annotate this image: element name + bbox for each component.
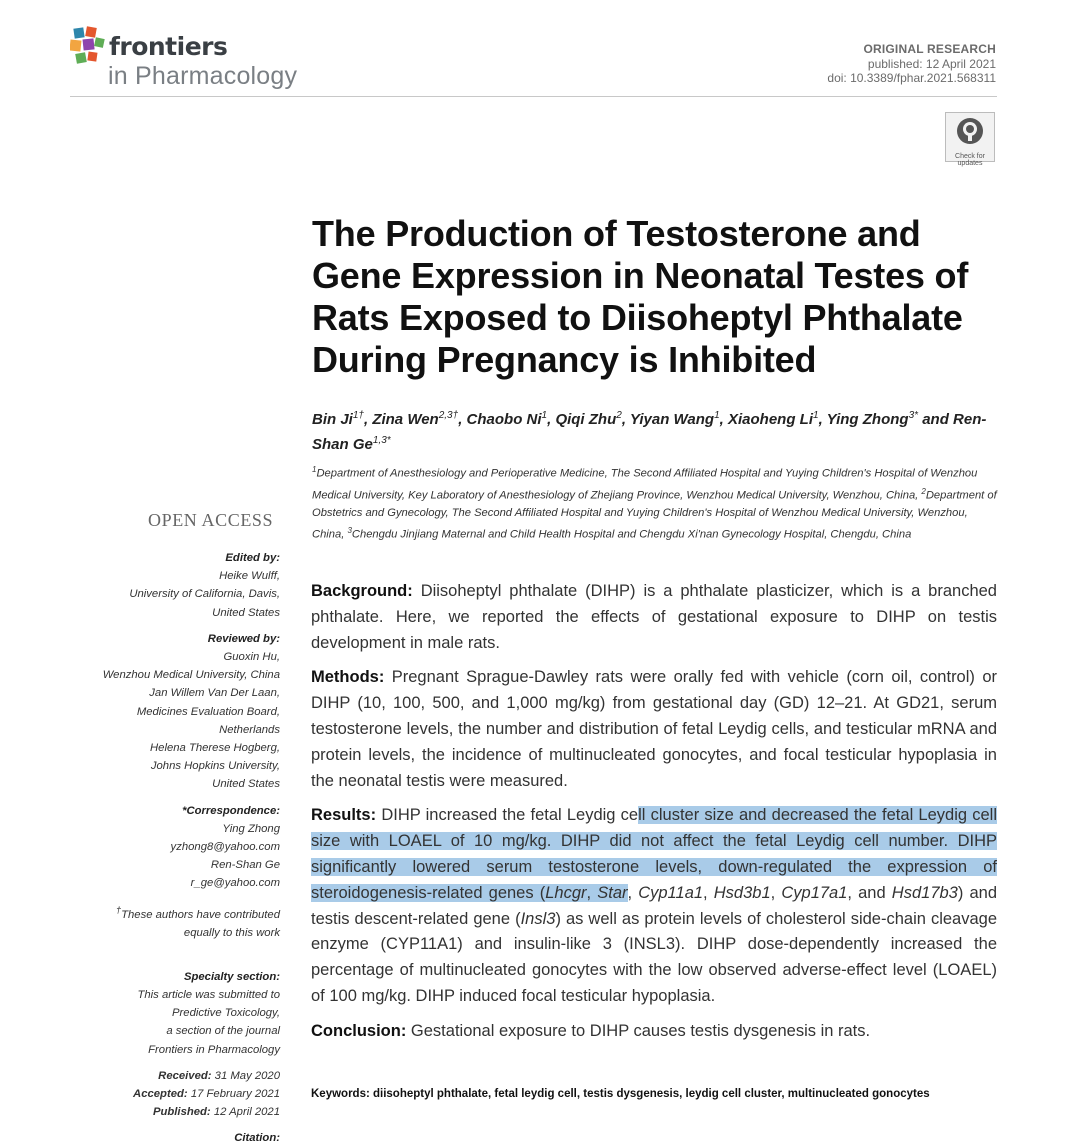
dates-block: [70, 1067, 280, 1122]
abstract-results: [311, 803, 997, 1009]
results-text: ) as well as protein levels of cholesterol side-chain cleavage enzyme (CYP11A1) and insulin-like 3 (INSL3). DIHP dose-dependently increased the percentage of multinucleated gonocytes with the low observed adverse-effect level (LOAEL) of 100 mg/kg. DIHP induced focal testicular hypoplasia.: [311, 909, 998, 1005]
author-sup: 3*: [908, 410, 919, 421]
reviewer-line[interactable]: Jan Willem Van Der Laan,: [149, 687, 280, 700]
gene-name: Hsd3b1: [713, 883, 771, 902]
author-sup: 2,3†: [438, 410, 459, 421]
specialty-line: a section of the journal: [166, 1025, 280, 1038]
abstract-methods: [311, 665, 997, 794]
methods-label: Methods:: [311, 668, 385, 687]
published-label: Published:: [152, 1106, 211, 1119]
editor-line: United States: [212, 606, 280, 619]
specialty-line: Frontiers in Pharmacology: [148, 1043, 280, 1056]
author[interactable]: Ren-Shan Ge: [312, 411, 987, 453]
author[interactable]: Yiyan Wang: [629, 411, 715, 428]
accepted-date: 17 February 2021: [190, 1088, 280, 1101]
author-list: Bin $Ji^{1\dagger}$, Zina Wen$^{2,3\dagger}$, Chaobo Ni$^1$, Qiqi Zhu$^2$, Yiyan Wang$^1$, Xiaoheng Li$^1$, Ying Zhong$^{3*}$ and Ren-Shan $Ge^{1,3*}$: [312, 410, 987, 453]
background-label: Background:: [311, 582, 413, 600]
separator: ,: [703, 883, 714, 902]
reviewer-line[interactable]: Guoxin Hu,: [223, 651, 280, 664]
results-text: ) and testis descent-related gene (: [311, 883, 998, 928]
received-label: Received:: [158, 1069, 212, 1082]
reviewer-line: United States: [212, 778, 280, 791]
author[interactable]: Ying Zhong: [826, 411, 909, 428]
correspondence-email[interactable]: yzhong8@yahoo.com: [170, 841, 280, 854]
article-type: ORIGINAL RESEARCH: [863, 42, 996, 56]
keywords-text: diisoheptyl phthalate, fetal leydig cell, testis dysgenesis, leydig cell cluster, multinucleated gonocytes: [373, 1088, 930, 1100]
frontiers-logo-icon: [70, 26, 106, 66]
citation-label: Citation:: [234, 1132, 280, 1145]
received-date: 31 May 2020: [214, 1069, 280, 1082]
author-sup: 1: [813, 410, 819, 421]
conclusion-text: Gestational exposure to DIHP causes testis dysgenesis in rats.: [410, 1021, 871, 1040]
editor-line[interactable]: Heike Wulff,: [219, 570, 280, 583]
separator: ,: [586, 883, 598, 902]
reviewed-by-label: Reviewed by:: [207, 632, 280, 645]
journal-brand: frontiers: [109, 32, 228, 61]
affiliation-3: Chengdu Jinjiang Maternal and Child Health Hospital and Chengdu Xi'nan Gynecology Hospital, Chengdu, China: [351, 529, 912, 542]
gene-name: Lhcgr: [545, 883, 587, 902]
keywords-label: Keywords:: [311, 1088, 370, 1100]
correspondence-name: Ying Zhong: [222, 822, 280, 835]
affiliations: $^1$Department of Anesthesiology and Perioperative Medicine, The Second Affiliated Hospital and Yuying Children's Hospital of Wenzhou Medical University, Key Laboratory of Anesthesiology of Zhejiang Province, Wenzhou Medical University, Wenzhou, China, $^2$Department of Obstetrics and Gynecology, The Second Affiliated Hospital and Yuying Children's Hospital of Wenzhou Medical University, Wenzhou, China, $^3$Chengdu Jinjiang Maternal and Child Health Hospital and Chengdu Xi'nan Gynecology Hospital, Chengdu, China: [312, 465, 997, 542]
accepted-line: [70, 1085, 280, 1103]
editor-line: University of California, Davis,: [129, 588, 280, 601]
reviewer-line: Wenzhou Medical University, China: [102, 669, 280, 682]
received-line: [70, 1067, 280, 1085]
author-sup: 1: [541, 410, 548, 421]
conclusion-label: Conclusion:: [311, 1021, 407, 1040]
check-badge-label: Check for updates: [955, 153, 985, 167]
published-date: published: 12 April 2021: [867, 56, 996, 71]
contribution-note: †These authors have contributed equally to this work: [115, 903, 280, 939]
background-text: Diisoheptyl phthalate (DIHP) is a phthalate plasticizer, which is a branched phthalate. Here, we reported the effects of gestational exposure to DIHP on testis development in male rats.: [311, 582, 997, 652]
author-sup: 1,3*: [372, 435, 391, 446]
crossmark-icon: [955, 116, 985, 146]
author[interactable]: Zina Wen: [372, 411, 439, 428]
reviewer-line: Medicines Evaluation Board,: [136, 705, 280, 718]
author-sup: 2: [616, 410, 622, 421]
correspondence-email[interactable]: r_ge@yahoo.com: [190, 877, 280, 890]
results-highlighted-text: ll cluster size and decreased the fetal Leydig cell size with LOAEL of 10 mg/kg. DIHP did not affect the fetal Leydig cell number. DIHP significantly lowered serum testosterone levels, down-regulated the expression of steroidogenesis-related genes (: [311, 806, 997, 902]
reviewed-by-block: [70, 630, 280, 794]
open-access-label: OPEN ACCESS: [148, 510, 274, 530]
correspondence-block: [70, 802, 280, 893]
contribution-note-text: These authors have contributed equally to this work: [121, 908, 280, 939]
published-sidebar-date: 12 April 2021: [213, 1106, 280, 1119]
specialty-block: [70, 968, 280, 1059]
gene-name: Insl3: [520, 909, 556, 928]
separator: , and: [847, 883, 892, 902]
gene-name: Star: [597, 883, 628, 902]
author[interactable]: Xiaoheng Li: [728, 411, 814, 428]
reviewer-line: Netherlands: [219, 723, 280, 736]
abstract-conclusion: [311, 1019, 997, 1045]
check-for-updates-button[interactable]: [945, 112, 995, 167]
gene-name: Cyp17a1: [781, 883, 848, 902]
edited-by-label: Edited by:: [225, 552, 280, 564]
correspondence-label: *Correspondence:: [182, 804, 280, 817]
author-sup: 1: [714, 410, 720, 421]
gene-name: Cyp11a1: [638, 883, 704, 902]
author[interactable]: Qiqi Zhu: [555, 411, 617, 428]
gene-name: Hsd17b3: [891, 883, 958, 902]
author[interactable]: Bin Ji: [312, 411, 353, 428]
published-line: [70, 1103, 280, 1121]
affiliation-2: Department of Obstetrics and Gynecology, The Second Affiliated Hospital and Yuying Children's Hospital of Wenzhou Medical University, Wenzhou, China,: [312, 489, 997, 542]
journal-name: in Pharmacology: [108, 62, 298, 90]
sidebar-info: [70, 549, 280, 1148]
header-divider: [70, 96, 997, 97]
article-title: The Production of Testosterone and Gene Expression in Neonatal Testes of Rats Exposed to Diisoheptyl Phthalate During Pregnancy is Inhibited: [312, 213, 969, 380]
affiliation-1: Department of Anesthesiology and Perioperative Medicine, The Second Affiliated Hospital and Yuying Children's Hospital of Wenzhou Medical University, Key Laboratory of Anesthesiology of Zhejiang Province, Wenzhou Medical University, Wenzhou, China,: [312, 467, 978, 502]
abstract: [311, 579, 997, 1054]
edited-by-block: [70, 549, 280, 622]
results-text: DIHP increased the fetal Leydig ce: [381, 806, 639, 825]
accepted-label: Accepted:: [133, 1088, 188, 1101]
doi-link[interactable]: doi: 10.3389/fphar.2021.568311: [827, 71, 996, 85]
correspondence-name: Ren-Shan Ge: [210, 859, 280, 872]
separator: ,: [770, 883, 782, 902]
results-label: Results:: [311, 806, 377, 825]
specialty-line: This article was submitted to: [137, 989, 280, 1002]
separator: ,: [627, 883, 639, 902]
specialty-line: Predictive Toxicology,: [172, 1007, 280, 1020]
methods-text: Pregnant Sprague-Dawley rats were orally fed with vehicle (corn oil, control) or DIHP (10, 100, 500, and 1,000 mg/kg) from gestational day (GD) 12–21. At GD21, serum testosterone levels, the number and distribution of fetal Leydig cells, and testicular mRNA and protein levels, the incidence of multinucleated gonocytes, and focal testicular hypoplasia in the neonatal testis were measured.: [311, 668, 997, 790]
reviewer-line[interactable]: Helena Therese Hogberg,: [150, 742, 280, 755]
keywords: [311, 1088, 1011, 1100]
abstract-background: [311, 579, 997, 656]
specialty-label: Specialty section:: [183, 970, 280, 983]
author-sup: 1†: [352, 410, 364, 421]
author[interactable]: Chaobo Ni: [466, 411, 542, 428]
article-meta: [827, 42, 996, 86]
reviewer-line: Johns Hopkins University,: [150, 760, 280, 773]
